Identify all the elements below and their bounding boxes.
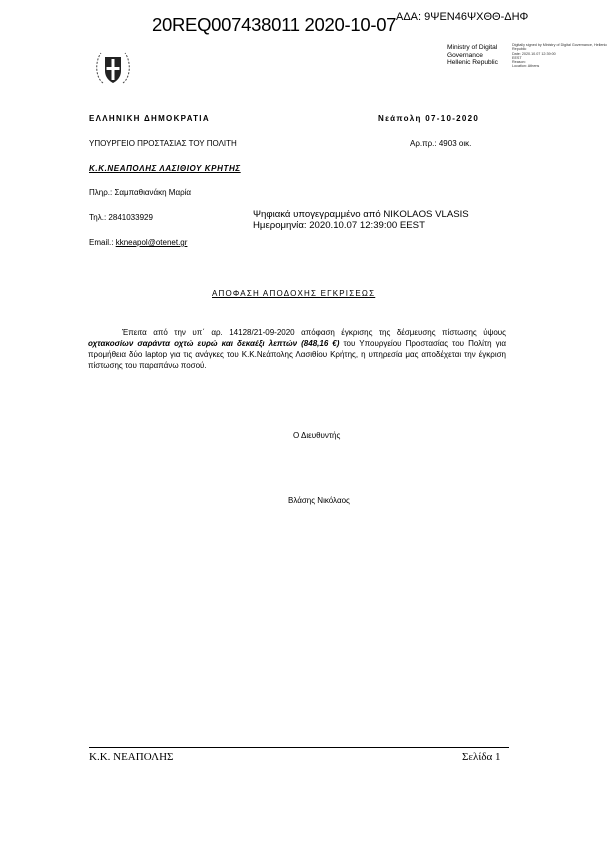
department-name: Κ.Κ.ΝΕΑΠΟΛΗΣ ΛΑΣΙΘΙΟΥ ΚΡΗΤΗΣ [89, 164, 241, 173]
detail-line: EEST [512, 55, 522, 60]
detail-line: Location: Athens [512, 64, 540, 69]
place-date: Νεάπολη 07-10-2020 [378, 114, 480, 123]
body-text-end: του Υπουργείου Προστασίας του Πολίτη για προμήθεια δύο laptop για τις ανάγκες του Κ.Κ.Νεάπολης Λασιθίου Κρήτης, η υπηρεσία μας αποδέχεται την έγκριση πίστωσης του παραπάνω ποσού. [88, 339, 506, 370]
email-row [89, 238, 187, 247]
signed-by: Ψηφιακά υπογεγραμμένο από NIKOLAOS VLASIS [253, 209, 469, 220]
body-amount: οχτακοσίων σαράντα οχτώ ευρώ και δεκαέξι λεπτών (848,16 €) [88, 339, 340, 348]
ministry-name: ΥΠΟΥΡΓΕΙΟ ΠΡΟΣΤΑΣΙΑΣ ΤΟΥ ΠΟΛΙΤΗ [89, 139, 237, 148]
closing-title: Ο Διευθυντής [293, 431, 341, 440]
footer-organization: Κ.Κ. ΝΕΑΠΟΛΗΣ [89, 751, 174, 763]
email-link[interactable]: kkneapol@otenet.gr [115, 238, 188, 247]
document-title: ΑΠΟΦΑΣΗ ΑΠΟΔΟΧΗΣ ΕΓΚΡΙΣΕΩΣ [212, 289, 376, 298]
republic-heading: ΕΛΛΗΝΙΚΗ ΔΗΜΟΚΡΑΤΙΑ [89, 114, 210, 123]
ada-code: ΑΔΑ: 9ΨΕΝ46ΨΧΘΘ-ΔΗΦ [396, 11, 529, 23]
signed-date: Ημερομηνία: 2020.10.07 12:39:00 EEST [253, 219, 425, 231]
detail-line: Date: 2020.10.07 12:39:00 [512, 51, 556, 56]
email-label: Email.: [89, 238, 114, 247]
issuer-line: Ministry of Digital [447, 44, 498, 51]
signature-stamp [253, 210, 469, 231]
phone-number: Τηλ.: 2841033929 [89, 213, 153, 222]
digital-signature-issuer [447, 44, 498, 67]
body-paragraph [88, 327, 506, 371]
registry-number: 20REQ007438011 2020-10-07 [152, 14, 397, 35]
protocol-number: Αρ.πρ.: 4903 οικ. [410, 139, 472, 148]
body-text-start: Έπειτα από την υπ΄ αρ. 14128/21-09-2020 απόφαση έγκρισης της δέσμευσης πίστωσης ύψους [122, 328, 506, 337]
footer-page-number: Σελίδα 1 [462, 751, 501, 763]
footer-divider [89, 747, 509, 748]
detail-line: Reason: [512, 60, 526, 65]
issuer-line: Governance [447, 51, 483, 59]
issuer-line: Hellenic Republic [447, 59, 498, 67]
greek-coat-of-arms-icon [93, 47, 133, 89]
closing-name: Βλάσης Νικόλαος [288, 496, 350, 505]
contact-person: Πληρ.: Σαμπαθιανάκη Μαρία [89, 188, 192, 197]
detail-line: Republic [512, 47, 527, 52]
detail-line: Digitally signed by Ministry of Digital Governance, Hellenic [512, 43, 607, 47]
digital-signature-details [512, 43, 607, 69]
